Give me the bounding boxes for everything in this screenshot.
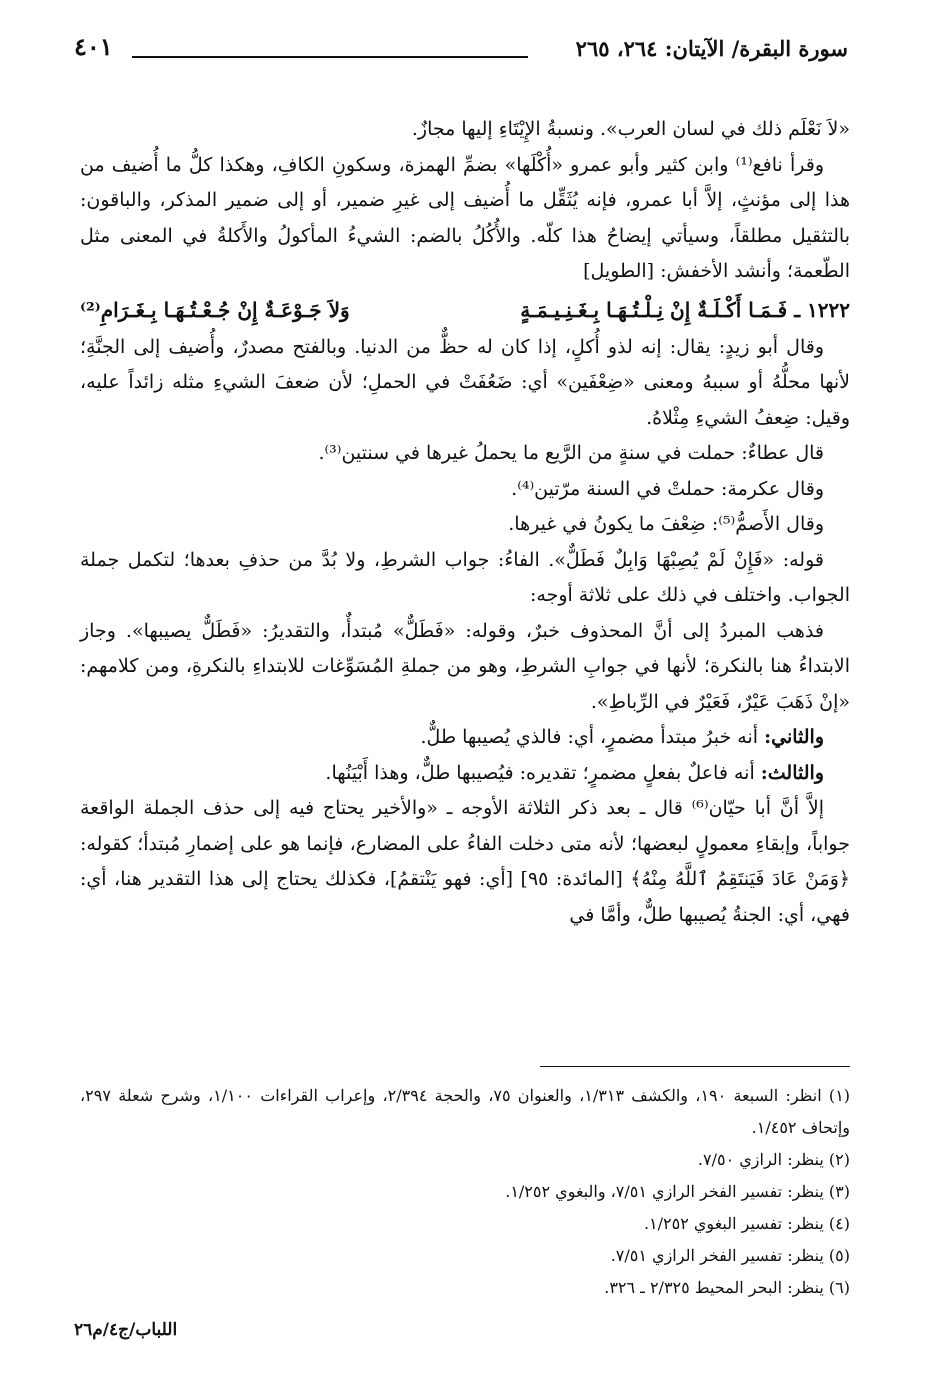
page-header [74,30,848,70]
main-text [80,112,850,933]
paragraph-9 [80,720,850,756]
footnote: (٥) ينظر: تفسير الفخر الرازي ٧/٥١. [610,1246,850,1265]
paragraph-4: قال عطاءٌ: حملت في سنةٍ من الرَّيع ما يحملُ غيرها في سنتين⁽³⁾. [318,442,824,464]
header-rule [132,56,528,58]
running-title: سورة البقرة/ الآيتان: ٢٦٤، ٢٦٥ [575,36,848,61]
poem-verse [80,290,850,330]
paragraph-2: وقرأ نافع⁽¹⁾ وابن كثير وأبو عمرو «أُكْلَها» بضمِّ الهمزة، وسكونِ الكافِ، وهكذا كلُّ ما أُضيف من هذا إلى مؤنثٍ، إلاَّ أبا عمرو، فإنه يُثَقِّل ما أُضيف إلى غيرِ ضمير، أو إلى ضمير المذكر، والباقون: بالتثقيل مطلقاً، وسيأتي إيضاحُ هذا كلّه. والأُكُلُ بالضم: الشيءُ المأكولُ والأَكلةُ في المعنى مثل الطّعمة؛ وأنشد الأخفش: [الطويل] [80,153,850,282]
paragraph-8: فذهب المبردُ إلى أنَّ المحذوف خبرٌ، وقوله: «فَطَلٌّ» مُبتدأٌ، والتقديرُ: «فَطَلٌّ يصيبها». وجاز الابتداءُ هنا بالنكرة؛ لأنها في جوابِ الشرطِ، وهو من جملةِ المُسَوِّغات للابتداءِ بالنكرةِ، ومن كلامهم: «إنْ ذَهَبَ عَيْرٌ، فَعَيْرٌ في الرِّباطِ». [80,619,850,713]
poem-second-hemistich: وَلاَ جَـوْعَـةٌ إِنْ جُـعْـتُـهَـا بِـغَـرَامِ⁽²⁾ [80,297,350,322]
footnote: (٤) ينظر: تفسير البغوي ١/٢٥٢. [643,1214,850,1233]
footnote: (٣) ينظر: تفسير الفخر الرازي ٧/٥١، والبغوي ١/٢٥٢. [505,1182,850,1201]
poem-first-hemistich: ١٢٢٢ ـ فَـمَـا أَكْـلَـةٌ إِنْ نِـلْـتُـهَـا بِـغَـنِـيـمَـةٍ [520,297,850,322]
paragraph-10-label: والثالث: [760,761,824,784]
paragraph-5: وقال عكرمة: حملتْ في السنة مرّتين⁽⁴⁾. [511,477,824,500]
page-number: ٤٠١ [74,32,113,61]
footnote-separator [540,1066,850,1067]
footnote: (١) انظر: السبعة ١٩٠، والكشف ١/٣١٣، والعنوان ٧٥، والحجة ٢/٣٩٤، وإعراب القراءات ١/١٠٠، وشرح شعلة ٢٩٧، وإتحاف ١/٤٥٢. [80,1086,851,1137]
paragraph-1: «لاَ نَعْلَم ذلك في لسان العرب». ونسبةُ الإِيْتَاءِ إليها مجازٌ. [411,118,850,140]
paragraph-9-label: والثاني: [764,726,824,748]
paragraph-11: إلاَّ أنَّ أبا حيّان⁽⁶⁾ قال ـ بعد ذكر الثلاثة الأوجه ـ «والأخير يحتاج فيه إلى حذف الجملة الواقعة جواباً، وإبقاءِ معمولٍ لبعضها؛ لأنه متى دخلت الفاءُ على المضارع، فإنما هو على إضمارِ مُبتدأ؛ كقوله: ﴿وَمَنْ عَادَ فَيَنتَقِمُ ٱللَّهُ مِنْهُ﴾ [المائدة: ٩٥] [أي: فهو يَنْتقمُ]، فكذلك يحتاج إلى هذا التقدير هنا، أي: فهي، أي: الجنةُ يُصيبها طلٌّ، وأمَّا في [80,797,851,926]
footnotes [80,1080,850,1304]
footnote: (٢) ينظر: الرازي ٧/٥٠. [697,1150,850,1169]
signature-mark: اللباب/ج٤/م٢٦ [74,1320,178,1340]
paragraph-7: قوله: «فَإِنْ لَمْ يُصِبْهَا وَابِلٌ فَطَلٌّ». الفاءُ: جواب الشرطِ، ولا بُدَّ من حذفِ بعدها؛ لتكمل جملة الجواب. واختلف في ذلك على ثلاثة أوجه: [80,548,850,606]
paragraph-9-text: أنه خبرُ مبتدأ مضمرٍ، أي: فالذي يُصيبها طلٌّ. [420,726,765,748]
paragraph-3: وقال أبو زيدٍ: يقال: إنه لذو أُكلٍ، إذا كان له حظٌّ من الدنيا. وبالفتح مصدرٌ، وأُضيف إلى الجنَّةِ؛ لأنها محلُّهُ أو سببهُ ومعنى «ضِعْفَين» أي: ضَعُفَتْ في الحملِ؛ لأن ضعفَ الشيءِ مثله زائداً عليه، وقيل: ضِعفُ الشيءِ مِثْلاهُ. [80,335,850,429]
paragraph-10-text: أنه فاعلٌ بفعلٍ مضمرٍ؛ تقديره: فيُصيبها طلٌّ، وهذا أَبْيَنُها. [325,761,761,784]
paragraph-10 [80,756,850,792]
paragraph-6: وقال الأَصمُّ⁽⁵⁾: ضِعْفَ ما يكونُ في غيرها. [508,513,824,535]
footnote: (٦) ينظر: البحر المحيط ٢/٣٢٥ ـ ٣٢٦. [604,1278,850,1297]
